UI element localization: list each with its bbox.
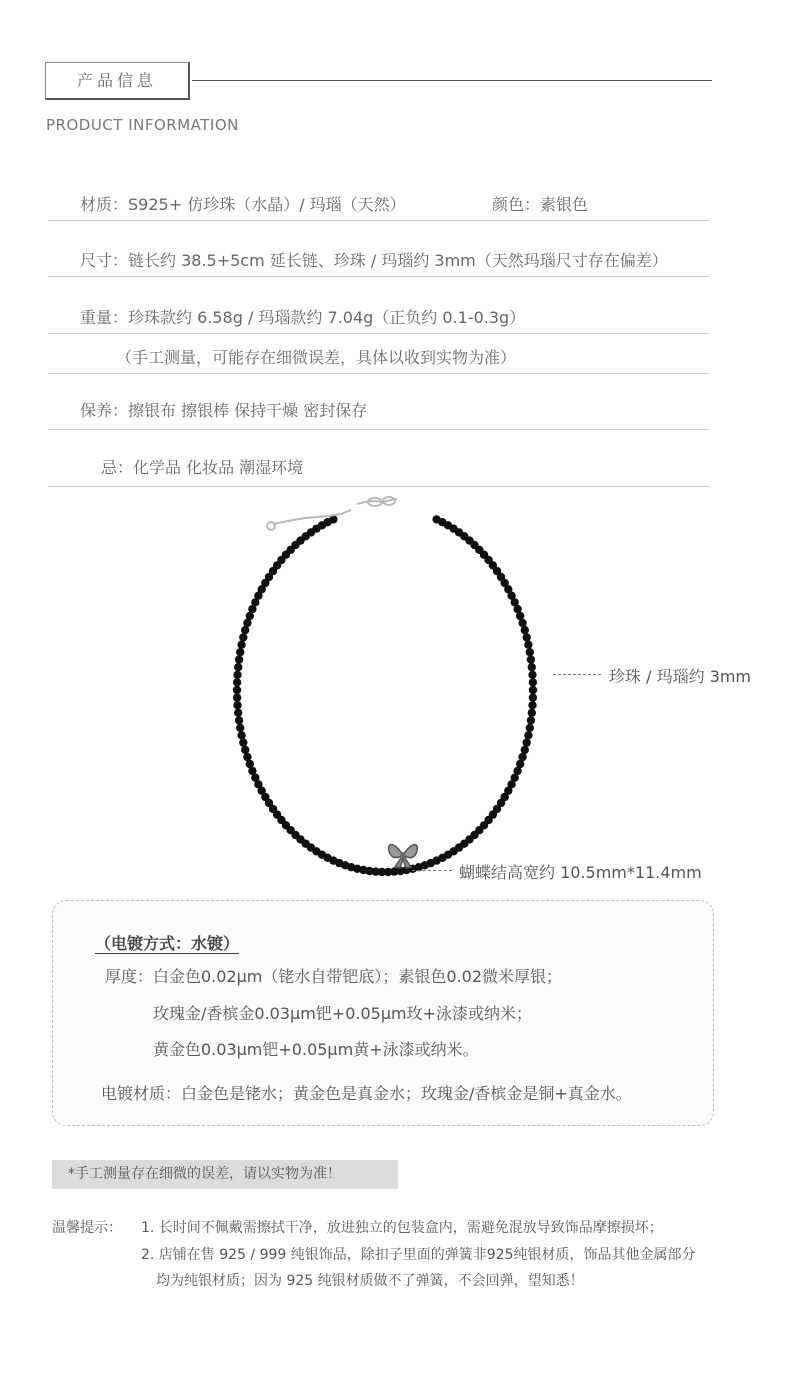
row-divider (48, 220, 709, 221)
row-divider (48, 429, 709, 430)
bead (524, 641, 532, 649)
row-divider (48, 333, 709, 334)
bead (529, 686, 537, 694)
tips-item-2: 2. 店铺在售 925 / 999 纯银饰品，除扣子里面的弹簧非925纯银材质，饰品其他金属部分 (141, 1247, 696, 1263)
extension-chain (267, 497, 397, 530)
tips-item-2-cont: 均为纯银材质；因为 925 纯银材质做不了弹簧，不会回弹，望知悉！ (156, 1273, 584, 1289)
bow-pendant (389, 845, 418, 868)
tips-item-1: 1. 长时间不佩戴需擦拭干净，放进独立的包装盒内，需避免混放导致饰品摩擦损坏； (141, 1220, 663, 1236)
plating-thickness-1: 厚度：白金色0.02μm（铑水自带钯底）；素银色0.02微米厚银； (105, 967, 563, 986)
bead (518, 619, 526, 627)
plating-thickness-2: 玫瑰金/香槟金0.03μm钯+0.05μm玫+泳漆或纳米； (153, 1004, 532, 1023)
bead (233, 693, 241, 701)
bead (529, 693, 537, 701)
bead (237, 731, 245, 739)
section-subtitle: PRODUCT INFORMATION (46, 116, 239, 134)
bead (521, 626, 529, 634)
bead (241, 626, 249, 634)
row-divider (48, 276, 709, 277)
bead (235, 655, 243, 663)
bead (233, 701, 241, 709)
bead (239, 738, 247, 746)
bead-strand (233, 515, 537, 876)
bead (528, 663, 536, 671)
spec-care: 保养：擦银布 擦银棒 保持干燥 密封保存 (80, 401, 368, 420)
plating-info-box (52, 900, 714, 1126)
bead (234, 663, 242, 671)
spec-color: 颜色：素银色 (492, 195, 589, 214)
plating-material: 电镀材质：白金色是铑水；黄金色是真金水；玫瑰金/香槟金是铜+真金水。 (101, 1084, 632, 1103)
bead (529, 678, 537, 686)
bow-size-label: 蝴蝶结高宽约 10.5mm*11.4mm (459, 863, 702, 882)
bead (523, 633, 531, 641)
bead (526, 648, 534, 656)
bead (236, 648, 244, 656)
bead (243, 753, 251, 761)
bead (524, 731, 532, 739)
bead (527, 716, 535, 724)
spec-size: 尺寸：链长约 38.5+5cm 延长链、珍珠 / 玛瑙约 3mm（天然玛瑙尺寸存在偏差） (80, 251, 668, 270)
row-divider (48, 486, 709, 487)
plating-heading: （电镀方式：水镀） (95, 934, 240, 953)
bead (528, 709, 536, 717)
bead (527, 655, 535, 663)
bead (233, 686, 241, 694)
bow-size-leader (412, 870, 452, 871)
title-divider (192, 80, 712, 81)
bead (235, 716, 243, 724)
bead (241, 746, 249, 754)
section-title: 产品信息 (45, 62, 190, 100)
spec-avoid: 忌：化学品 化妆品 潮湿环境 (101, 458, 304, 477)
bead (528, 671, 536, 679)
row-divider (48, 373, 709, 374)
bead (233, 671, 241, 679)
bead-size-label: 珍珠 / 玛瑙约 3mm (609, 667, 752, 686)
bead-size-leader (553, 674, 601, 675)
spec-material: 材质：S925+ 仿珍珠（水晶）/ 玛瑙（天然） (80, 195, 406, 214)
bead (528, 701, 536, 709)
spec-weight: 重量：珍珠款约 6.58g / 玛瑙款约 7.04g（正负约 0.1-0.3g） (80, 308, 526, 327)
necklace-image (225, 490, 555, 880)
spec-weight-note: （手工测量，可能存在细微误差，具体以收到实物为准） (116, 348, 517, 367)
bead (236, 724, 244, 732)
bead (233, 678, 241, 686)
bead (237, 641, 245, 649)
bead (521, 746, 529, 754)
tips-label: 温馨提示： (52, 1220, 122, 1236)
plating-thickness-3: 黄金色0.03μm钯+0.05μm黄+泳漆或纳米。 (153, 1040, 479, 1059)
bead (526, 724, 534, 732)
bead (523, 738, 531, 746)
measurement-notice: *手工测量存在细微的误差，请以实物为准！ (52, 1160, 398, 1189)
bead (239, 633, 247, 641)
bead (234, 709, 242, 717)
